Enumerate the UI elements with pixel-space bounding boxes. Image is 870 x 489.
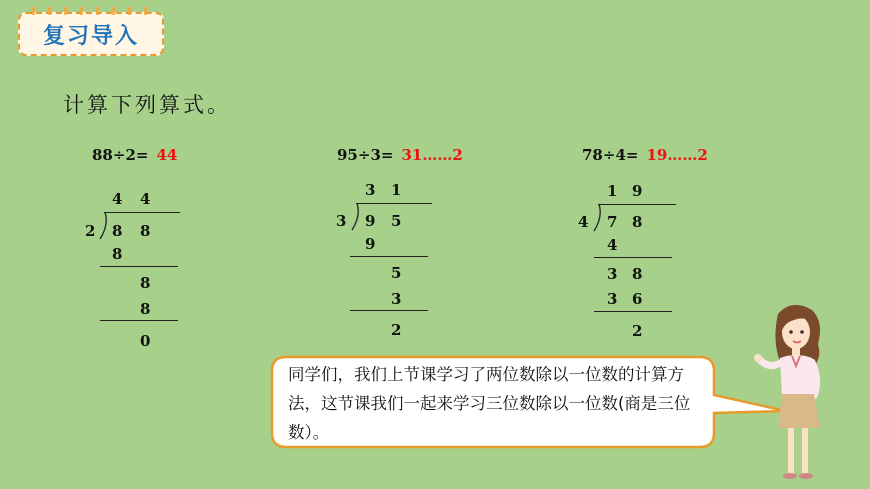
step-value: 4 (607, 236, 618, 254)
teacher-speech: 同学们，我们上节课学习了两位数除以一位数的计算方法，这节课我们一起来学习三位数除以一位数(商是三位数）。 (288, 365, 691, 442)
step-value: 3 (391, 290, 402, 308)
section-title-box (18, 12, 164, 56)
quotient-digit: 4 (140, 190, 151, 208)
quotient-digit: 9 (632, 182, 643, 200)
teacher-illustration (752, 300, 832, 485)
equation-1 (92, 146, 177, 164)
quotient-digit: 1 (391, 181, 402, 199)
equation-2 (337, 146, 463, 164)
remainder: 0 (140, 332, 151, 350)
expression: 88÷2= (92, 146, 149, 164)
answer: 19……2 (646, 146, 708, 164)
quotient-digit: 3 (365, 181, 376, 199)
division-bracket (593, 203, 603, 233)
step-line (100, 266, 178, 267)
division-bar (104, 212, 180, 213)
step-value: 8 (140, 300, 151, 318)
exercise-prompt: 计算下列算式。 (63, 93, 231, 117)
answer: 44 (156, 146, 178, 164)
step-line (350, 310, 428, 311)
answer: 31……2 (401, 146, 463, 164)
step-value: 9 (365, 235, 376, 253)
equation-3 (582, 146, 708, 164)
dividend-digit: 7 (607, 213, 618, 231)
division-bracket (351, 202, 361, 232)
step-value: 3 (607, 265, 618, 283)
step-value: 3 (607, 290, 618, 308)
section-title: 复习导入 (42, 23, 139, 49)
remainder: 2 (632, 322, 643, 340)
dividend-digit: 8 (632, 213, 643, 231)
division-bracket (99, 211, 109, 241)
dividend-digit: 8 (112, 222, 123, 240)
divisor: 4 (578, 213, 589, 231)
quotient-digit: 4 (112, 190, 123, 208)
dividend-digit: 5 (391, 212, 402, 230)
step-line (100, 320, 178, 321)
divisor: 3 (336, 212, 347, 230)
step-value: 5 (391, 264, 402, 282)
remainder: 2 (391, 321, 402, 339)
step-value: 6 (632, 290, 643, 308)
step-value: 8 (112, 245, 123, 263)
step-line (594, 257, 672, 258)
step-value: 8 (632, 265, 643, 283)
divisor: 2 (85, 222, 96, 240)
expression: 95÷3= (337, 146, 394, 164)
expression: 78÷4= (582, 146, 639, 164)
step-line (594, 311, 672, 312)
division-bar (356, 203, 432, 204)
step-value: 8 (140, 274, 151, 292)
step-line (350, 256, 428, 257)
quotient-digit: 1 (607, 182, 618, 200)
dividend-digit: 9 (365, 212, 376, 230)
division-bar (598, 204, 676, 205)
dividend-digit: 8 (140, 222, 151, 240)
